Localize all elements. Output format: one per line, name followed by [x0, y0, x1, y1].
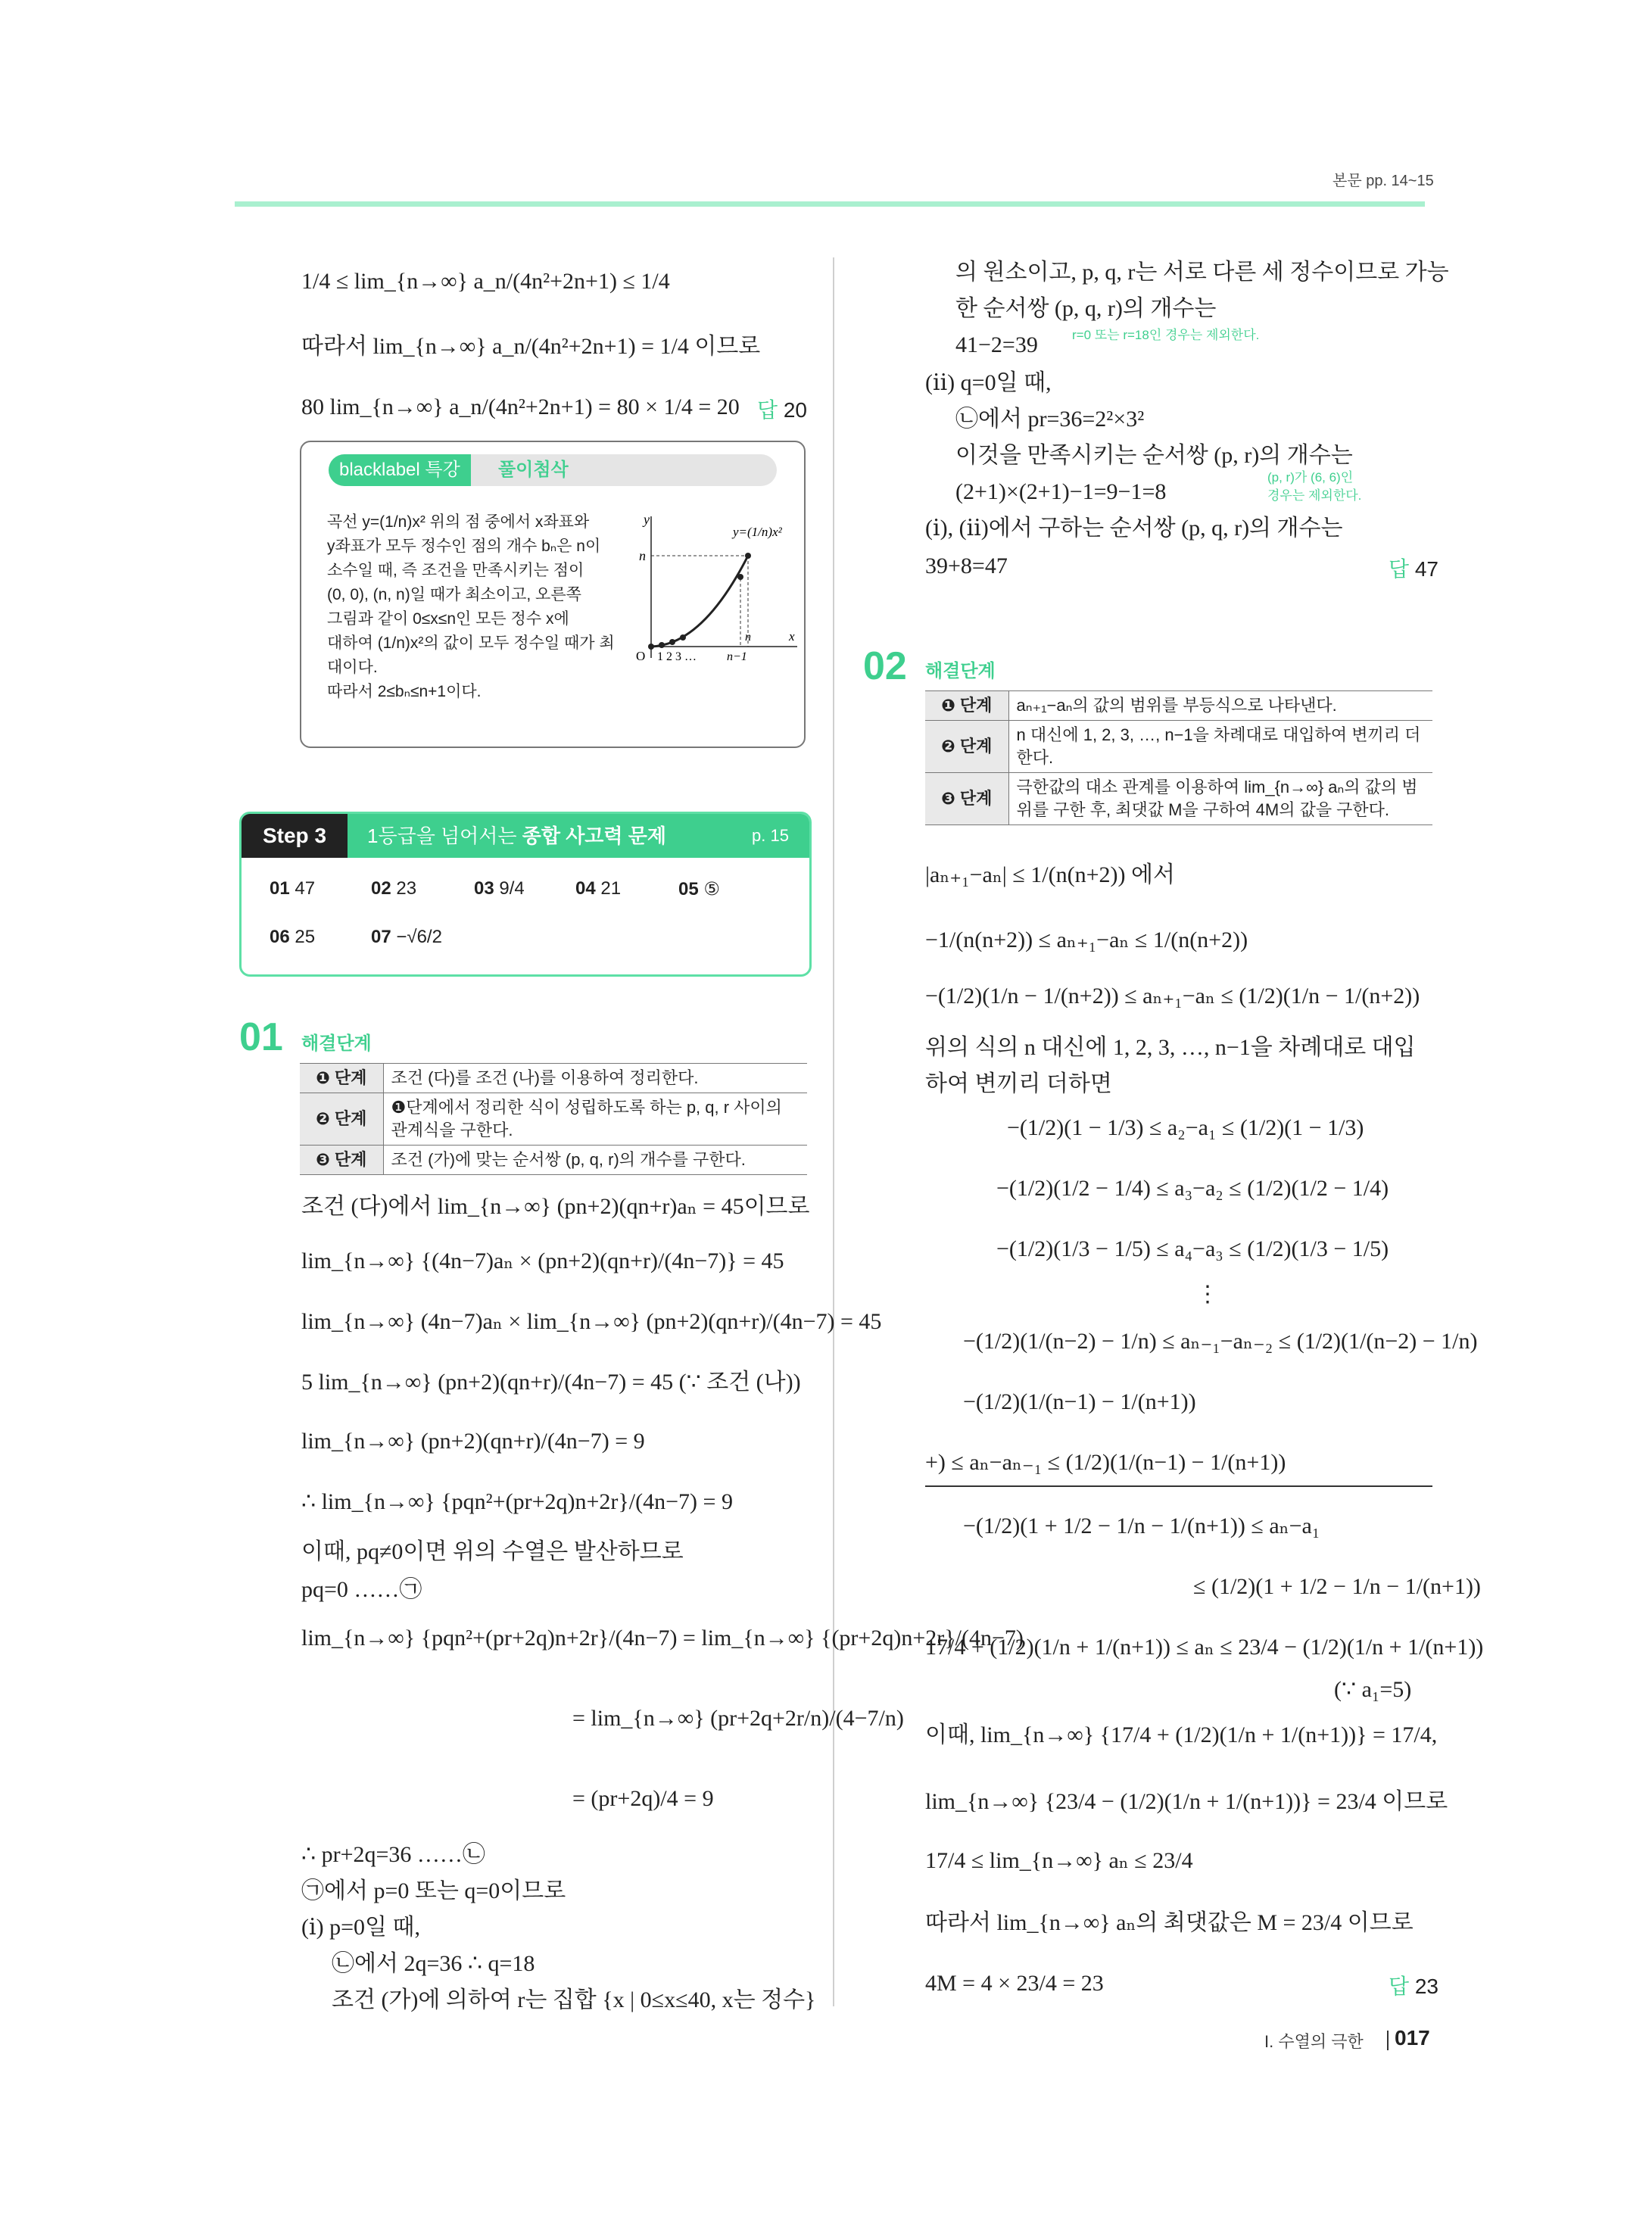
step-row: [300, 1064, 807, 1093]
graph-xn: n: [745, 631, 751, 644]
step-row: [300, 1146, 807, 1175]
sec02-line: −(1/2)(1/n − 1/(n+2)) ≤ aₙ₊₁−aₙ ≤ (1/2)(1/n − 1/(n+2)): [925, 983, 1420, 1008]
blacklabel-line: 대하여 (1/n)x²의 값이 모두 정수일 때가 최: [327, 634, 615, 652]
sec02-line: −(1/2)(1/(n−2) − 1/n) ≤ aₙ₋₁−aₙ₋₂ ≤ (1/2)(1/(n−2) − 1/n): [963, 1329, 1478, 1354]
step3-answer: 01 47: [270, 878, 316, 899]
blacklabel-line: y좌표가 모두 정수인 점의 개수 bₙ은 n이: [327, 538, 601, 555]
step3-title-bold: 종합 사고력 문제: [522, 824, 666, 847]
right-answer-47: 답 47: [1389, 557, 1438, 581]
lattice-point: [745, 553, 751, 559]
blacklabel-line: 따라서 2≤bₙ≤n+1이다.: [327, 683, 482, 700]
sec01-line: lim_{n→∞} {pqn²+(pr+2q)n+2r}/(4n−7) = lim_{n→∞} {(pr+2q)n+2r}/(4n−7): [301, 1626, 1024, 1651]
sec01-line: pq=0 ……㉠: [301, 1577, 422, 1602]
sec02-line: 17/4 + (1/2)(1/n + 1/(n+1)) ≤ aₙ ≤ 23/4 − (1/2)(1/n + 1/(n+1)): [925, 1635, 1484, 1660]
graph-origin: O: [636, 649, 646, 662]
blacklabel-text: [327, 510, 615, 704]
footer-page: 017: [1395, 2026, 1430, 2050]
sec02-line: +) ≤ aₙ−aₙ₋₁ ≤ (1/2)(1/(n−1) − 1/(n+1)): [925, 1450, 1286, 1475]
sec02-line: −(1/2)(1/3 − 1/5) ≤ a₄−a₃ ≤ (1/2)(1/3 − 1/5): [996, 1236, 1389, 1261]
sec02-line: 따라서 lim_{n→∞} aₙ의 최댓값은 M = 23/4 이므로: [925, 1910, 1414, 1935]
step-key: ❶ 단계: [925, 691, 1008, 721]
graph-xlabel: x: [789, 629, 795, 644]
step3-title: [367, 814, 666, 858]
right-line: ㉡에서 pr=36=2²×3²: [955, 407, 1145, 432]
step-row: [925, 773, 1432, 825]
blacklabel-line: 곡선 y=(1/n)x² 위의 점 중에서 x좌표와: [327, 513, 590, 531]
sec02-line: −(1/2)(1/2 − 1/4) ≤ a₃−a₂ ≤ (1/2)(1/2 − 1/4): [996, 1176, 1389, 1201]
step3-answer: 07 −√6/2: [371, 927, 442, 947]
footer-chapter: I. 수열의 극한: [1264, 2032, 1364, 2051]
right-line: 의 원소이고, p, q, r는 서로 다른 세 정수이므로 가능: [955, 260, 1449, 285]
sec01-line: = (pr+2q)/4 = 9: [572, 1786, 714, 1811]
sec01-line: ㉠에서 p=0 또는 q=0이므로: [301, 1878, 566, 1903]
sec01-line: = lim_{n→∞} (pr+2q+2r/n)/(4−7/n): [572, 1706, 904, 1731]
step3-page: p. 15: [752, 826, 789, 845]
lattice-point: [648, 644, 654, 650]
blacklabel-line: (0, 0), (n, n)일 때가 최소이고, 오른쪽: [327, 586, 581, 603]
lattice-point: [659, 642, 665, 648]
sec02-line: (∵ a₁=5): [1334, 1677, 1412, 1702]
left-line-2: 따라서 lim_{n→∞} a_n/(4n²+2n+1) = 1/4 이므로: [301, 334, 761, 359]
sec02-line: ≤ (1/2)(1 + 1/2 − 1/n − 1/(n+1)): [1193, 1574, 1481, 1599]
sec01-line: lim_{n→∞} (pn+2)(qn+r)/(4n−7) = 9: [301, 1429, 645, 1454]
sec01-line: ∴ lim_{n→∞} {pqn²+(pr+2q)n+2r}/(4n−7) = 9: [301, 1489, 733, 1514]
sec02-line: ⋮: [1196, 1282, 1219, 1307]
left-line-1: 1/4 ≤ lim_{n→∞} a_n/(4n²+2n+1) ≤ 1/4: [301, 269, 670, 294]
section-01-title: 해결단계: [301, 1033, 372, 1054]
sec02-line: |aₙ₊₁−aₙ| ≤ 1/(n(n+2)) 에서: [925, 862, 1175, 887]
sec01-line: 이때, pq≠0이면 위의 수열은 발산하므로: [301, 1539, 684, 1564]
lattice-point: [669, 639, 675, 645]
right-line: (ⅱ) q=0일 때,: [925, 370, 1052, 395]
step-desc: 극한값의 대소 관계를 이용하여 lim_{n→∞} aₙ의 값의 범위를 구한 후, 최댓값 M을 구하여 4M의 값을 구한다.: [1008, 773, 1432, 825]
step-desc: 조건 (가)에 맞는 순서쌍 (p, q, r)의 개수를 구한다.: [383, 1146, 807, 1175]
blacklabel-line: 소수일 때, 즉 조건을 만족시키는 점이: [327, 562, 584, 579]
right-line: (ⅰ), (ⅱ)에서 구하는 순서쌍 (p, q, r)의 개수는: [925, 516, 1343, 541]
header-rule: [235, 201, 1425, 207]
right-line: (2+1)×(2+1)−1=9−1=8: [955, 479, 1167, 504]
sum-rule: [925, 1485, 1432, 1487]
step-key: ❸ 단계: [925, 773, 1008, 825]
column-divider: [833, 257, 834, 2006]
right-answer-23: 답 23: [1389, 1975, 1438, 1998]
graph-yn: n: [639, 548, 646, 563]
graph-ticks: 1 2 3 …: [657, 650, 697, 662]
step-desc: aₙ₊₁−aₙ의 값의 범위를 부등식으로 나타낸다.: [1008, 691, 1432, 721]
sec02-line: −(1/2)(1 + 1/2 − 1/n − 1/(n+1)) ≤ aₙ−a₁: [963, 1513, 1320, 1538]
step-key: ❸ 단계: [300, 1146, 383, 1175]
sec02-line: −(1/2)(1 − 1/3) ≤ a₂−a₁ ≤ (1/2)(1 − 1/3): [1007, 1115, 1364, 1140]
step-desc: 조건 (다)를 조건 (나)를 이용하여 정리한다.: [383, 1064, 807, 1093]
right-note-1: r=0 또는 r=18인 경우는 제외한다.: [1072, 328, 1260, 342]
left-line-3: 80 lim_{n→∞} a_n/(4n²+2n+1) = 80 × 1/4 = 20: [301, 394, 740, 419]
sec02-line: −1/(n(n+2)) ≤ aₙ₊₁−aₙ ≤ 1/(n(n+2)): [925, 927, 1248, 952]
section-02-number: 02: [863, 644, 907, 688]
footer-divider: [1387, 2031, 1389, 2050]
section-01-steps: [300, 1063, 807, 1175]
step3-box: [239, 812, 812, 977]
step3-answer: 06 25: [270, 927, 316, 947]
step-desc: n 대신에 1, 2, 3, …, n−1을 차례대로 대입하여 변끼리 더한다.: [1008, 721, 1432, 773]
sec01-line: 5 lim_{n→∞} (pn+2)(qn+r)/(4n−7) = 45 (∵ 조건 (나)): [301, 1370, 801, 1395]
graph-curve-label: y=(1/n)x²: [733, 525, 782, 539]
sec01-line: 조건 (가)에 의하여 r는 집합 {x | 0≤x≤40, x는 정수}: [332, 1987, 816, 2012]
right-line: 이것을 만족시키는 순서쌍 (p, r)의 개수는: [955, 443, 1353, 468]
sec01-line: lim_{n→∞} (4n−7)aₙ × lim_{n→∞} (pn+2)(qn+r)/(4n−7) = 45: [301, 1309, 882, 1334]
step3-answer: 03 9/4: [474, 878, 525, 899]
sec01-line: 조건 (다)에서 lim_{n→∞} (pn+2)(qn+r)aₙ = 45이므로: [301, 1194, 810, 1219]
blacklabel-box: [300, 441, 806, 748]
sec02-line: 4M = 4 × 23/4 = 23: [925, 1971, 1104, 1996]
step-row: [925, 691, 1432, 721]
section-01-number: 01: [239, 1015, 283, 1059]
blacklabel-badge: blacklabel 특강: [329, 454, 471, 486]
right-note-2a: (p, r)가 (6, 6)인: [1267, 470, 1354, 485]
blacklabel-line: 그림과 같이 0≤x≤n인 모든 정수 x에: [327, 610, 569, 628]
lattice-point: [680, 634, 686, 641]
step-key: ❷ 단계: [925, 721, 1008, 773]
step3-label: Step 3: [242, 814, 348, 858]
right-line: 39+8=47: [925, 553, 1008, 578]
sec01-line: ㉡에서 2q=36 ∴ q=18: [332, 1951, 535, 1976]
step-key: ❶ 단계: [300, 1064, 383, 1093]
step-key: ❷ 단계: [300, 1093, 383, 1146]
right-note-2b: 경우는 제외한다.: [1267, 488, 1362, 503]
sec02-line: −(1/2)(1/(n−1) − 1/(n+1)): [963, 1389, 1196, 1414]
step3-title-prefix: 1등급을 넘어서는: [367, 824, 522, 847]
step-desc: ❶단계에서 정리한 식이 성립하도록 하는 p, q, r 사이의 관계식을 구한다.: [383, 1093, 807, 1146]
sec02-line: 이때, lim_{n→∞} {17/4 + (1/2)(1/n + 1/(n+1))} = 17/4,: [925, 1722, 1438, 1747]
parabola-curve: [651, 556, 748, 647]
blacklabel-tag: 풀이첨삭: [498, 460, 569, 480]
sec02-line: 하여 변끼리 더하면: [925, 1071, 1112, 1096]
sec02-line: 위의 식의 n 대신에 1, 2, 3, …, n−1을 차례대로 대입: [925, 1035, 1416, 1060]
right-line: 한 순서쌍 (p, q, r)의 개수는: [955, 296, 1217, 321]
sec01-line: (ⅰ) p=0일 때,: [301, 1915, 420, 1940]
section-02-steps: [925, 690, 1432, 825]
left-answer-20: 답 20: [757, 398, 807, 422]
graph-ylabel: y: [644, 512, 650, 527]
step3-answer: 02 23: [371, 878, 417, 899]
right-line: 41−2=39: [955, 332, 1038, 357]
step3-answer: 04 21: [575, 878, 622, 899]
step3-answer: 05 ⑤: [678, 879, 720, 899]
sec02-line: lim_{n→∞} {23/4 − (1/2)(1/n + 1/(n+1))} = 23/4 이므로: [925, 1789, 1448, 1814]
parabola-graph: [634, 510, 801, 662]
sec01-line: ∴ pr+2q=36 ……㉡: [301, 1842, 485, 1867]
graph-xn1: n−1: [727, 650, 747, 662]
lattice-point: [737, 574, 743, 580]
header-pages: 본문 pp. 14~15: [1333, 173, 1434, 189]
section-02-title: 해결단계: [925, 661, 996, 681]
step-row: [300, 1093, 807, 1146]
blacklabel-line: 대이다.: [327, 659, 378, 676]
sec02-line: 17/4 ≤ lim_{n→∞} aₙ ≤ 23/4: [925, 1848, 1193, 1873]
sec01-line: lim_{n→∞} {(4n−7)aₙ × (pn+2)(qn+r)/(4n−7)} = 45: [301, 1248, 784, 1273]
step-row: [925, 721, 1432, 773]
